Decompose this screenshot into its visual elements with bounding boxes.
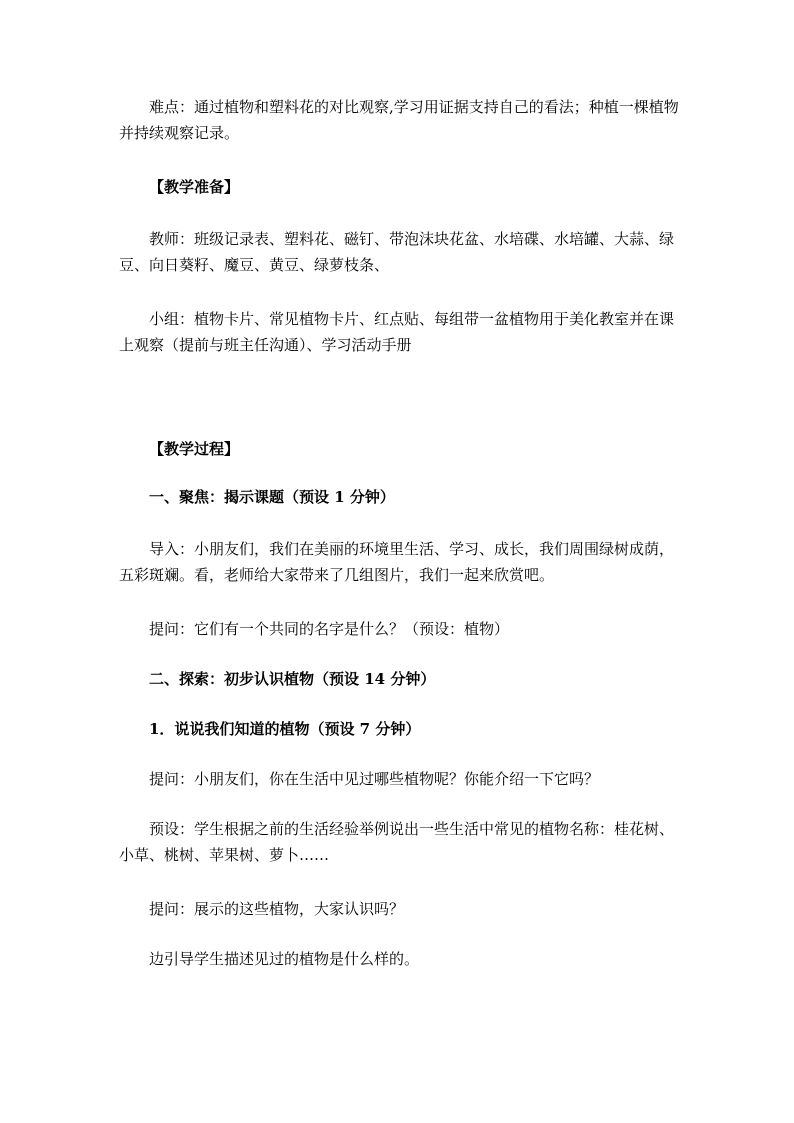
- process-heading: 【教学过程】: [149, 440, 240, 458]
- difficulty-paragraph: 难点：通过植物和塑料花的对比观察,学习用证据支持自己的看法；种植一棵植物并持续观察记录。: [119, 98, 679, 142]
- teacher-prep-paragraph: 教师：班级记录表、塑料花、磁钉、带泡沫块花盆、水培碟、水培罐、大蒜、绿豆、向日葵籽、魔豆、黄豆、绿萝枝条、: [119, 230, 675, 274]
- guide-paragraph: 边引导学生描述见过的植物是什么样的。: [149, 950, 420, 968]
- intro-paragraph: 导入：小朋友们，我们在美丽的环境里生活、学习、成长，我们周围绿树成荫，五彩斑斓。看，老师给大家带来了几组图片，我们一起来欣赏吧。: [119, 540, 675, 584]
- question3-paragraph: 提问：展示的这些植物，大家认识吗？: [149, 900, 405, 918]
- sub1-heading: 1．说说我们知道的植物（预设 7 分钟）: [149, 720, 421, 738]
- prep-heading: 【教学准备】: [149, 178, 240, 196]
- question2-paragraph: 提问：小朋友们，你在生活中见过哪些植物呢？你能介绍一下它吗？: [149, 770, 600, 788]
- section1-heading: 一、聚焦：揭示课题（预设 1 分钟）: [149, 488, 395, 506]
- question1-paragraph: 提问：它们有一个共同的名字是什么？（预设：植物）: [149, 620, 510, 638]
- group-prep-paragraph: 小组：植物卡片、常见植物卡片、红点贴、每组带一盆植物用于美化教室并在课上观察（提前与班主任沟通）、学习活动手册: [119, 310, 675, 354]
- preset-paragraph: 预设：学生根据之前的生活经验举例说出一些生活中常见的植物名称：桂花树、小草、桃树、苹果树、萝卜……: [119, 820, 675, 864]
- section2-heading: 二、探索：初步认识植物（预设 14 分钟）: [149, 670, 436, 688]
